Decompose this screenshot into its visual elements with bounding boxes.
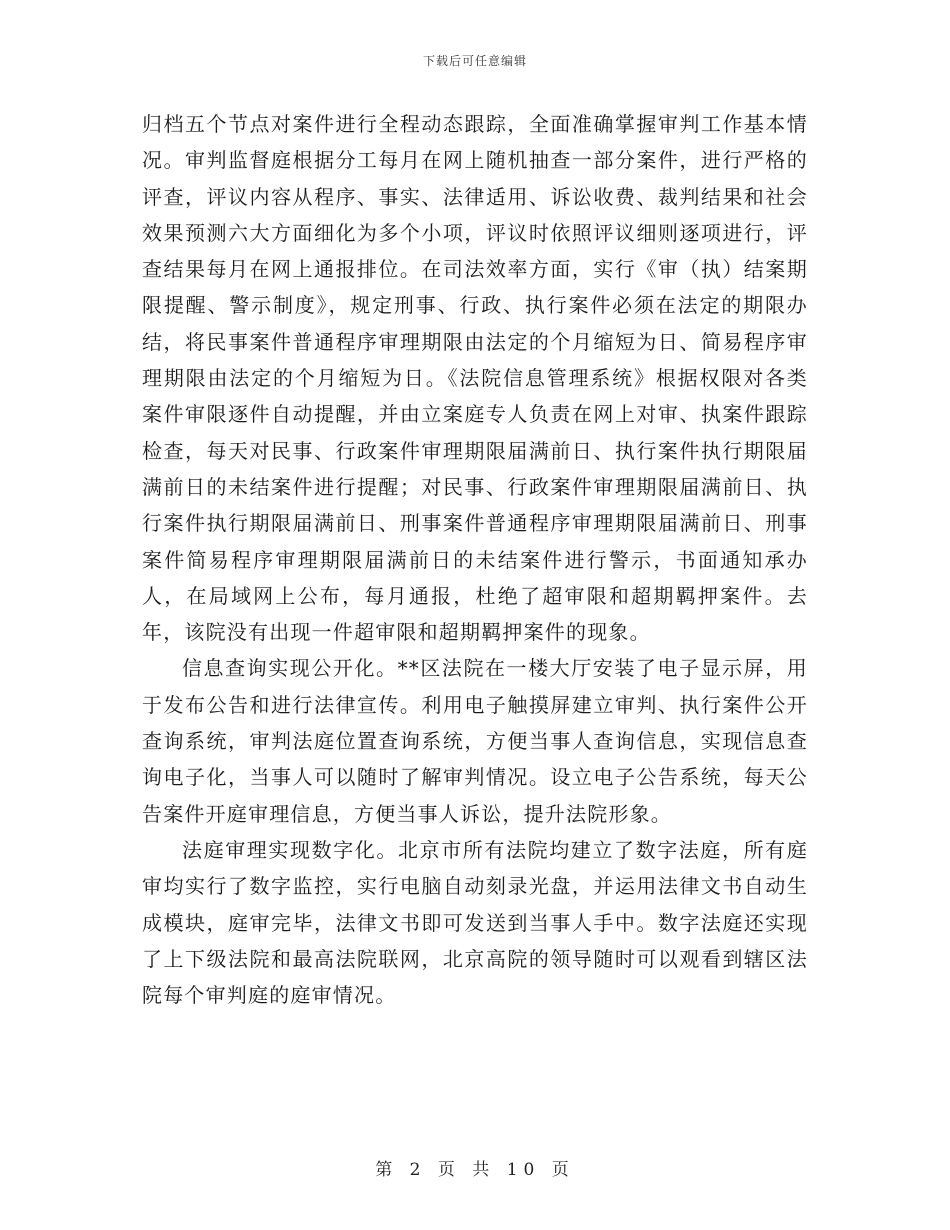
paragraph-digital-court: 法庭审理实现数字化。北京市所有法院均建立了数字法庭，所有庭审均实行了数字监控，实行电脑自动刻录光盘，并运用法律文书自动生成模块，庭审完毕，法律文书即可发送到当事人手中。数字法庭还实现了上下级法院和最高法院联网，北京高院的领导随时可以观看到辖区法院每个审判庭的庭审情况。 xyxy=(142,837,808,1008)
paragraph-case-tracking: 归档五个节点对案件进行全程动态跟踪，全面准确掌握审判工作基本情况。审判监督庭根据分工每月在网上随机抽查一部分案件，进行严格的评查，评议内容从程序、事实、法律适用、诉讼收费、裁判结果和社会效果预测六大方面细化为多个小项，评议时依照评议细则逐项进行，评查结果每月在网上通报排位。在司法效率方面，实行《审（执）结案期限提醒、警示制度》，规定刑事、行政、执行案件必须在法定的期限办结，将民事案件普通程序审理期限由法定的个月缩短为日、简易程序审理期限由法定的个月缩短为日。《法院信息管理系统》根据权限对各类案件审限逐件自动提醒，并由立案庭专人负责在网上对审、执案件跟踪检查，每天对民事、行政案件审理期限届满前日、执行案件执行期限届满前日的未结案件进行提醒；对民事、行政案件审理期限届满前日、执行案件执行期限届满前日、刑事案件普通程序审理期限届满前日、刑事案件简易程序审理期限届满前日的未结案件进行警示，书面通知承办人，在局域网上公布，每月通报，杜绝了超审限和超期羁押案件。去年，该院没有出现一件超审限和超期羁押案件的现象。 xyxy=(142,112,808,645)
page-number: 第 2 页 共 10 页 xyxy=(375,1160,575,1180)
paragraph-info-query: 信息查询实现公开化。**区法院在一楼大厅安装了电子显示屏，用于发布公告和进行法律宣传。利用电子触摸屏建立审判、执行案件公开查询系统，审判法庭位置查询系统，方便当事人查询信息，实现信息查询电子化，当事人可以随时了解审判情况。设立电子公告系统，每天公告案件开庭审理信息，方便当事人诉讼，提升法院形象。 xyxy=(142,656,808,826)
document-body xyxy=(142,106,808,1013)
header-note: 下载后可任意编辑 xyxy=(422,54,527,68)
